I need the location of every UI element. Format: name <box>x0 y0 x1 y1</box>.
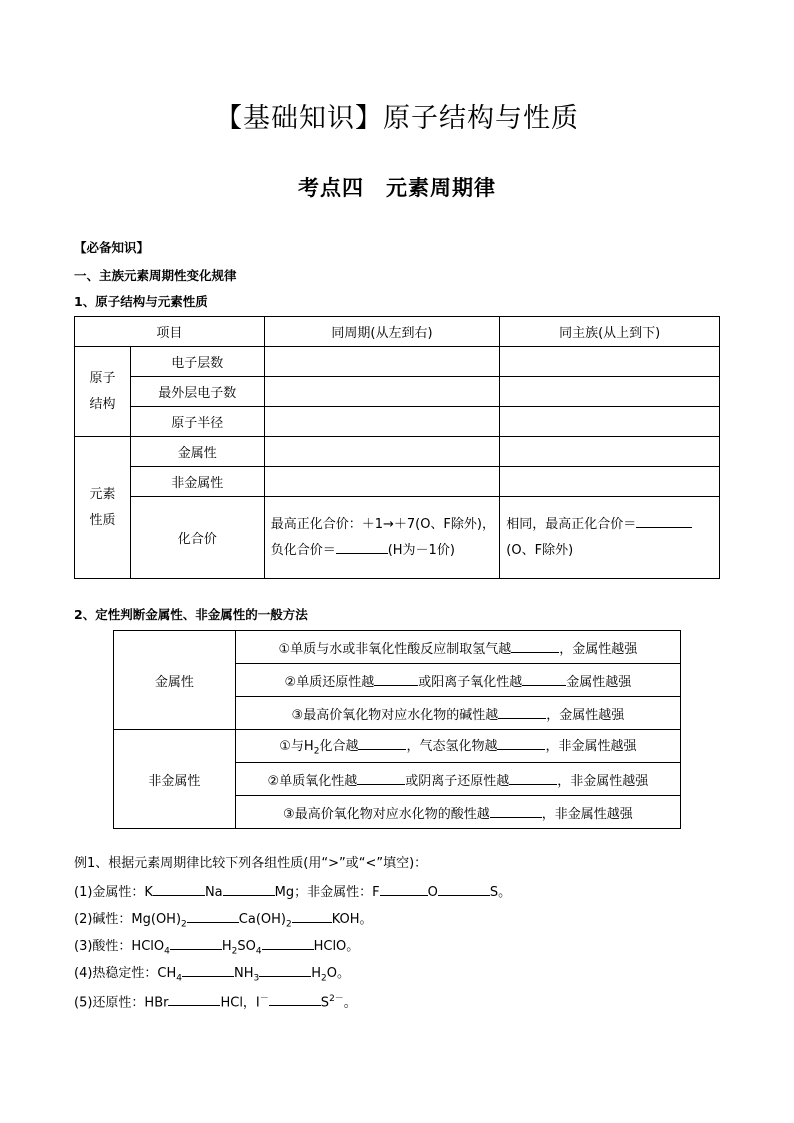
blank[interactable] <box>438 882 490 896</box>
blank[interactable] <box>374 672 418 686</box>
blank[interactable] <box>509 771 557 785</box>
cell-radius-period <box>264 407 500 437</box>
group-property: 元素性质 <box>75 437 131 579</box>
cell-radius-group <box>500 407 720 437</box>
judgment-table <box>113 630 681 829</box>
blank[interactable] <box>168 992 220 1006</box>
page-subtitle: 考点四 元素周期律 <box>298 176 496 200</box>
row-outer: 最外层电子数 <box>130 377 264 407</box>
example-q1: (1)金属性：K Na Mg；非金属性：F O S。 <box>74 882 511 902</box>
cell-outer-period <box>264 377 500 407</box>
example-q2: (2)碱性：$Mg(OH)_2$ $Ca(OH)_2$ KOH。 <box>74 909 373 934</box>
blank[interactable] <box>522 672 566 686</box>
valence-period-line1: 最高正化合价：＋1→＋7(O、F除外)， <box>270 516 495 532</box>
blank[interactable] <box>170 936 222 950</box>
blank[interactable] <box>269 992 321 1006</box>
atomic-structure-table <box>74 316 720 579</box>
header-item: 项目 <box>75 317 265 347</box>
nonmetal-method-2: ②单质氧化性越 或阴离子还原性越 ，非金属性越强 <box>235 763 680 796</box>
heading-1: 一、主族元素周期性变化规律 <box>74 268 237 283</box>
blank[interactable] <box>636 514 692 528</box>
metal-method-3: ③最高价氧化物对应水化物的碱性越 ，金属性越强 <box>235 697 680 730</box>
nonmetal-method-1: ①与$H_2$化合越 ，气态氢化物越 ，非金属性越强 <box>235 730 680 763</box>
blank[interactable] <box>223 882 275 896</box>
group-structure: 原子结构 <box>75 347 131 437</box>
row-shell: 电子层数 <box>130 347 264 377</box>
example-q5: (5)还原性：HBr HCl，I－ $S^{2-}$。 <box>74 994 357 1011</box>
header-period: 同周期(从左到右) <box>264 317 500 347</box>
nonmetal-label: 非金属性 <box>114 730 236 829</box>
blank[interactable] <box>490 804 542 818</box>
blank[interactable] <box>380 882 428 896</box>
blank[interactable] <box>182 963 234 977</box>
cell-nonmetal-period <box>264 467 500 497</box>
valence-group-line2: (O、F除外) <box>506 542 574 558</box>
example-q4: (4)热稳定性：$CH_4$ $NH_3$ $H_2O$。 <box>74 963 350 988</box>
blank[interactable] <box>187 909 239 923</box>
section-label: 【必备知识】 <box>74 240 150 255</box>
heading-2: 2、定性判断金属性、非金属性的一般方法 <box>74 607 308 622</box>
blank[interactable] <box>498 705 546 719</box>
cell-nonmetal-group <box>500 467 720 497</box>
metal-method-1: ①单质与水或非氧化性酸反应制取氢气越 ，金属性越强 <box>235 631 680 664</box>
row-valence: 化合价 <box>130 497 264 579</box>
blank[interactable] <box>262 936 314 950</box>
metal-label: 金属性 <box>114 631 236 730</box>
cell-metal-group <box>500 437 720 467</box>
cell-shell-group <box>500 347 720 377</box>
blank[interactable] <box>357 771 405 785</box>
blank[interactable] <box>153 882 205 896</box>
blank[interactable] <box>292 909 332 923</box>
cell-valence-group <box>500 497 720 579</box>
cell-metal-period <box>264 437 500 467</box>
nonmetal-method-3: ③最高价氧化物对应水化物的酸性越 ，非金属性越强 <box>235 796 680 829</box>
blank[interactable] <box>358 736 406 750</box>
row-radius: 原子半径 <box>130 407 264 437</box>
cell-outer-group <box>500 377 720 407</box>
cell-shell-period <box>264 347 500 377</box>
example-q3: (3)酸性：HClO$_4$ $H_2SO_4$ HClO。 <box>74 936 359 961</box>
blank[interactable] <box>511 639 559 653</box>
header-group: 同主族(从上到下) <box>500 317 720 347</box>
blank[interactable] <box>497 736 545 750</box>
valence-period-line2b: (H为－1价) <box>387 542 455 558</box>
example-intro: 例1、根据元素周期律比较下列各组性质(用“>”或“<”填空)： <box>74 856 428 871</box>
row-metal: 金属性 <box>130 437 264 467</box>
valence-group-line1: 相同，最高正化合价＝ <box>506 516 637 532</box>
cell-valence-period <box>264 497 500 579</box>
blank[interactable] <box>336 540 388 554</box>
valence-period-line2a: 负化合价＝ <box>270 542 336 558</box>
heading-1-1: 1、原子结构与元素性质 <box>74 294 208 309</box>
page-title: 【基础知识】原子结构与性质 <box>215 103 579 134</box>
row-nonmetal: 非金属性 <box>130 467 264 497</box>
blank[interactable] <box>259 963 311 977</box>
metal-method-2: ②单质还原性越 或阳离子氧化性越 金属性越强 <box>235 664 680 697</box>
